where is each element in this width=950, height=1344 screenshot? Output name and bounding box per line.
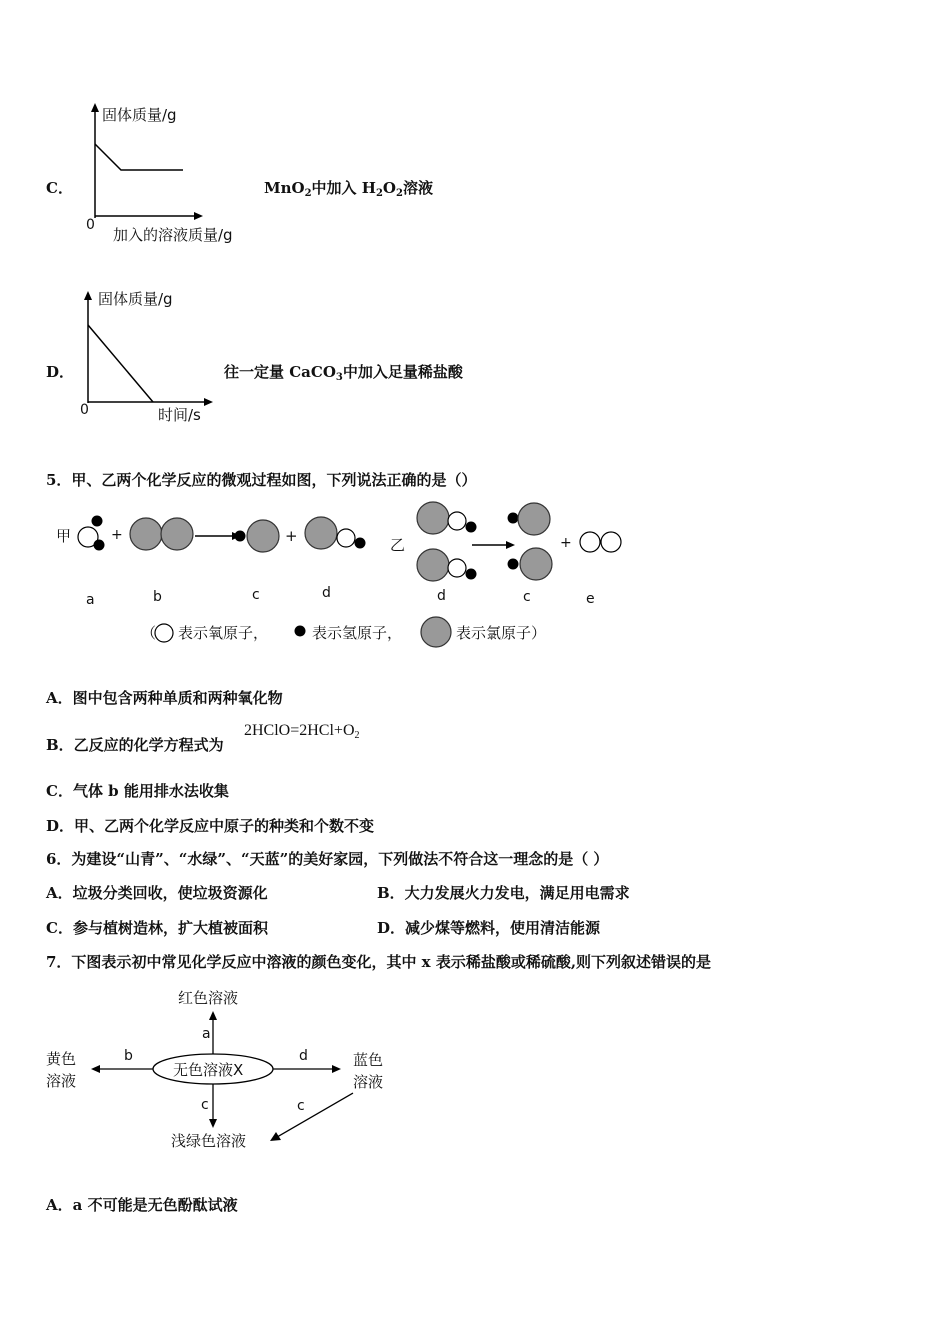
- label-a: a: [86, 592, 95, 608]
- arrow-label-c-down: c: [201, 1097, 209, 1113]
- q6-option-c: C．参与植树造林，扩大植被面积: [46, 919, 268, 937]
- q5-option-b-equation: $2HClO=2HCl+O_2$: [244, 722, 360, 741]
- legend-oxygen: 表示氧原子，: [178, 624, 269, 642]
- option-c-letter: C．: [46, 179, 73, 197]
- graph-d-x-label: 时间/s: [158, 406, 201, 424]
- graph-d-origin: 0: [80, 402, 89, 418]
- option-d-letter: D．: [46, 363, 75, 381]
- bottom-label: 浅绿色溶液: [171, 1132, 247, 1150]
- legend-chlorine: 表示氯原子）: [456, 624, 547, 642]
- label-b: b: [153, 589, 162, 605]
- left-label-line2: 溶液: [46, 1072, 77, 1090]
- arrow-label-d: d: [299, 1048, 308, 1064]
- center-label: 无色溶液X: [173, 1061, 244, 1079]
- graph-c-y-label: 固体质量/g: [102, 106, 177, 124]
- q5-stem: 5．甲、乙两个化学反应的微观过程如图，下列说法正确的是（）: [46, 471, 477, 489]
- q5-option-c: C．气体 b 能用排水法收集: [46, 782, 229, 800]
- right-label-line2: 溶液: [353, 1073, 384, 1091]
- label-jia: 甲: [56, 527, 72, 545]
- plus-3: +: [560, 535, 572, 551]
- q6-stem: 6．为建设“山青”、“水绿”、“天蓝”的美好家园，下列做法不符合这一理念的是（ ）: [46, 850, 609, 868]
- label-e: e: [586, 591, 595, 607]
- label-d: d: [322, 585, 331, 601]
- plus-1: +: [111, 527, 123, 543]
- graph-c-origin: 0: [86, 217, 95, 233]
- option-c-description: MnO$_2$中加入 $H_2O_2$溶液: [264, 179, 433, 199]
- q6-option-a: A．垃圾分类回收，使垃圾资源化: [46, 884, 268, 902]
- label-yi: 乙: [390, 536, 406, 554]
- q7-option-a: A．a 不可能是无色酚酞试液: [46, 1196, 238, 1214]
- option-d-description: 往一定量 CaCO$_3$中加入足量稀盐酸: [224, 363, 463, 383]
- plus-2: +: [285, 527, 298, 545]
- label-d-right: d: [437, 588, 446, 604]
- arrow-label-a: a: [202, 1026, 211, 1042]
- label-c: c: [252, 587, 260, 603]
- right-label-line1: 蓝色: [353, 1051, 384, 1069]
- top-label: 红色溶液: [178, 989, 239, 1007]
- q7-stem: 7．下图表示初中常见化学反应中溶液的颜色变化，其中 x 表示稀盐酸或稀硫酸,则下列叙述错误的是: [46, 953, 712, 971]
- q6-option-d: D．减少煤等燃料，使用清洁能源: [377, 919, 601, 937]
- q5-option-a: A．图中包含两种单质和两种氧化物: [46, 689, 283, 707]
- q5-option-d: D．甲、乙两个化学反应中原子的种类和个数不变: [46, 817, 375, 835]
- label-c-right: c: [523, 589, 531, 605]
- legend-open: （: [141, 624, 157, 642]
- graph-c-x-label: 加入的溶液质量/g: [113, 226, 233, 244]
- arrow-label-c-diag: c: [297, 1098, 305, 1114]
- q6-option-b: B．大力发展火力发电，满足用电需求: [377, 884, 630, 902]
- arrow-label-b: b: [124, 1048, 133, 1064]
- q5-option-b: B．乙反应的化学方程式为: [46, 736, 224, 754]
- graph-d-y-label: 固体质量/g: [98, 290, 173, 308]
- legend-hydrogen: 表示氢原子，: [312, 624, 403, 642]
- left-label-line1: 黄色: [46, 1050, 77, 1068]
